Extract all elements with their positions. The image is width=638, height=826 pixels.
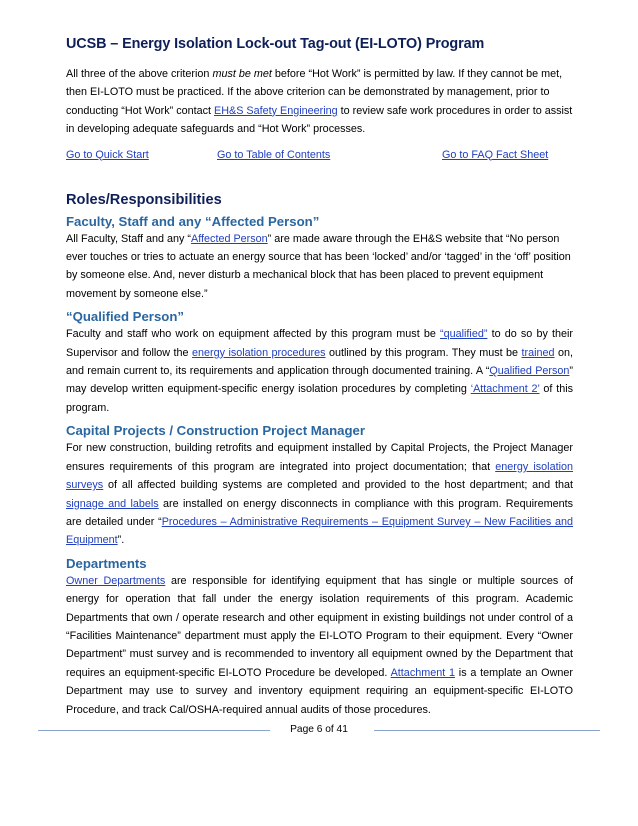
- affected-person-link[interactable]: Affected Person: [191, 232, 268, 245]
- heading-affected-person: Faculty, Staff and any “Affected Person”: [66, 213, 320, 229]
- intro-text-3: to review safe work procedures in order to assist in developing adequate safeguards and “Hot Work” processes.: [66, 104, 573, 136]
- capital-text-4: ”.: [117, 534, 125, 547]
- energy-isolation-surveys-link[interactable]: energy isolation surveys: [66, 460, 573, 492]
- departments-paragraph: [66, 572, 573, 719]
- attachment-1-link[interactable]: Attachment 1: [390, 666, 456, 679]
- attachment-2-link[interactable]: ‘Attachment 2’: [470, 383, 540, 396]
- heading-capital-projects: Capital Projects / Construction Project Manager: [66, 423, 365, 439]
- qualified-text-4: on, and remain current to, its requirements and application through documented training. A “: [66, 346, 573, 378]
- energy-isolation-procedures-link[interactable]: energy isolation procedures: [192, 346, 326, 359]
- faq-fact-sheet-link[interactable]: Go to FAQ Fact Sheet: [442, 148, 549, 161]
- qualified-text-2: to do so by their Supervisor and follow the: [66, 328, 573, 359]
- qualified-link[interactable]: “qualified”: [440, 328, 488, 341]
- ehs-safety-engineering-link[interactable]: EH&S Safety Engineering: [214, 104, 338, 117]
- owner-departments-link[interactable]: Owner Departments: [66, 574, 166, 587]
- capital-text-3: are installed on energy disconnects in compliance with this program. Requirements are detailed under “: [66, 497, 573, 528]
- qualified-paragraph: [66, 325, 573, 417]
- affected-paragraph: [66, 230, 573, 304]
- footer-rule-right: [374, 730, 600, 731]
- capital-paragraph: [66, 439, 573, 549]
- intro-text-2: before “Hot Work” is permitted by law. If they cannot be met, then EI-LOTO must be practiced. If the above criterion can be demonstrated by management, prior to conducting “Hot Work” contact: [66, 68, 563, 117]
- qualified-person-link[interactable]: Qualified Person: [489, 365, 570, 378]
- section-heading-roles: Roles/Responsibilities: [66, 191, 222, 208]
- signage-and-labels-link[interactable]: signage and labels: [66, 497, 159, 510]
- affected-text-1: All Faculty, Staff and any “: [66, 232, 192, 245]
- trained-link[interactable]: trained: [521, 346, 555, 359]
- qualified-text-5: ” may develop written equipment-specific energy isolation procedures by completing: [66, 365, 574, 396]
- intro-emphasis: must be met: [212, 68, 272, 80]
- procedures-equipment-survey-link[interactable]: Procedures – Administrative Requirements – Equipment Survey – New Facilities and Equipment: [66, 515, 573, 547]
- qualified-text-1: Faculty and staff who work on equipment affected by this program must be: [66, 328, 441, 341]
- qualified-text-3: outlined by this program. They must be: [325, 346, 522, 359]
- heading-departments: Departments: [66, 555, 147, 571]
- qualified-text-6: of this program.: [66, 383, 573, 414]
- document-page: [66, 36, 573, 719]
- page-title: UCSB – Energy Isolation Lock-out Tag-out (EI-LOTO) Program: [66, 36, 485, 52]
- page-number: Page 6 of 41: [290, 724, 348, 735]
- table-of-contents-link[interactable]: Go to Table of Contents: [217, 148, 331, 161]
- departments-text-2: is a template an Owner Department may use to survey and inventory equipment requiring an equipment-specific EI-LOTO Procedure, and track Cal/OSHA-required annual audits of those procedures.: [66, 666, 573, 716]
- footer-rule-left: [38, 730, 270, 731]
- heading-qualified-person: “Qualified Person”: [66, 309, 184, 325]
- navigation-links: [66, 149, 573, 167]
- intro-text-1: All three of the above criterion: [66, 68, 213, 80]
- quick-start-link[interactable]: Go to Quick Start: [66, 148, 149, 161]
- affected-text-2: ” are made aware through the EH&S website that “No person ever touches or tries to actuate an energy source that has been ‘locked’ and/or ‘tagged’ in the ‘off’ position by someone else. And, never disturb a mechanical block that has been placed to prevent equipment movement by someone else.”: [66, 232, 571, 300]
- capital-text-2: of all affected building systems are completed and provided to the host department; and that: [103, 479, 573, 492]
- page-footer: [0, 721, 638, 741]
- intro-paragraph: [66, 65, 573, 139]
- departments-text-1: are responsible for identifying equipment that has single or multiple sources of energy for operation that fall under the energy isolation requirements of this program. Academic Departments that own / operate research and other equipment in existing buildings not under control of a “Facilities Maintenance” department must apply the EI-LOTO Program to their equipment. Every “Owner Department” must survey and is recommended to inventory all equipment owned by the Department that requires an equipment-specific EI-LOTO Procedure be developed.: [66, 574, 573, 679]
- capital-text-1: For new construction, building retrofits and equipment installed by Capital Projects, the Project Manager ensures requirements of this program are integrated into project documentation; that: [66, 442, 573, 473]
